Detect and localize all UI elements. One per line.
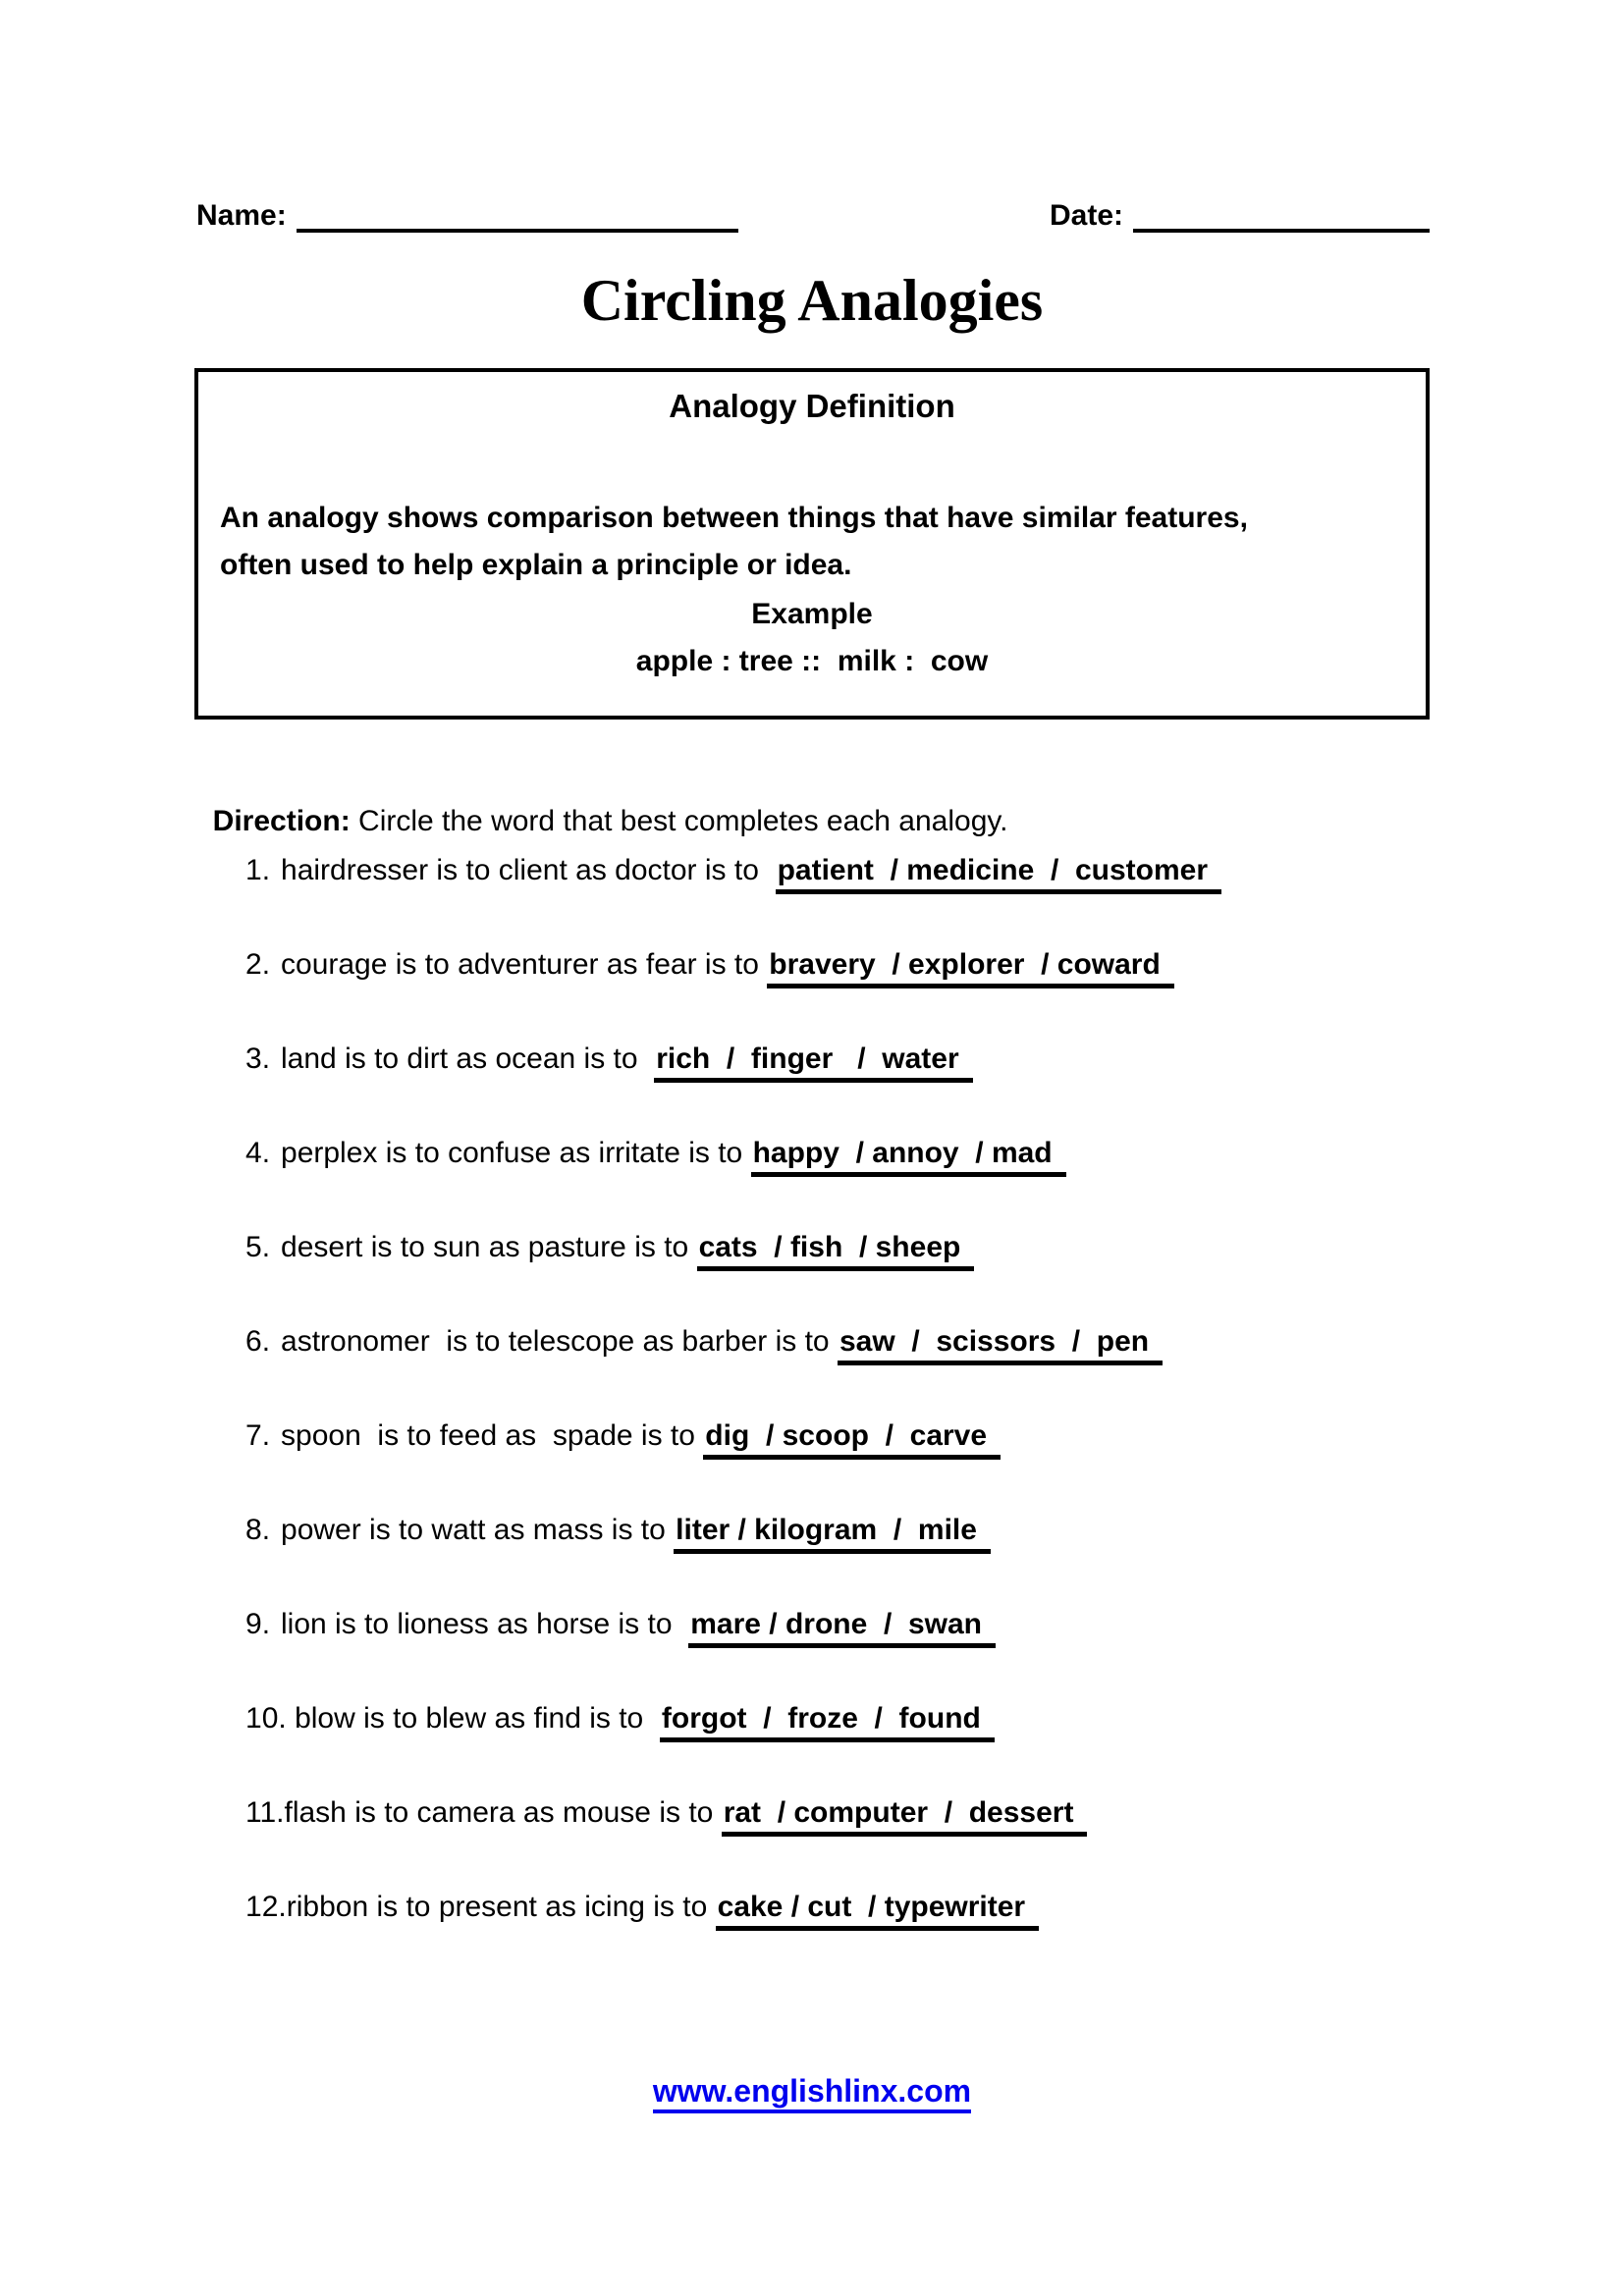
example-label: Example (751, 598, 873, 630)
item-stem: power is to watt as mass is to (281, 1514, 675, 1546)
analogy-item (196, 1103, 1473, 1198)
footer (0, 2073, 1624, 2109)
item-number: 11. (245, 1796, 285, 1829)
item-number: 8. (245, 1514, 271, 1546)
footer-link[interactable]: www.englishlinx.com (653, 2073, 971, 2113)
item-options: dig / scoop / carve (703, 1419, 1001, 1460)
item-number: 6. (245, 1325, 271, 1358)
item-number: 2. (245, 948, 271, 981)
item-number: 9. (245, 1608, 271, 1640)
item-stem: lion is to lioness as horse is to (281, 1608, 689, 1640)
item-options: rich / finger / water (654, 1042, 972, 1083)
direction-text: Circle the word that best completes each analogy. (350, 805, 1008, 837)
definition-text-line2: often used to help explain a principle or idea. (220, 549, 852, 581)
item-stem: flash is to camera as mouse is to (284, 1796, 722, 1829)
definition-box (194, 368, 1430, 720)
item-options: happy / annoy / mad (751, 1137, 1066, 1177)
name-label: Name: (196, 199, 287, 232)
analogy-item (196, 915, 1473, 1009)
definition-text-line1: An analogy shows comparison between things that have similar features, (220, 502, 1248, 534)
item-stem: ribbon is to present as icing is to (286, 1891, 716, 1923)
analogy-item (196, 1575, 1473, 1669)
header-row (196, 199, 1430, 233)
item-number: 1. (245, 854, 271, 886)
item-options: liter / kilogram / mile (674, 1514, 991, 1554)
analogy-item (196, 1857, 1473, 1951)
analogy-item (196, 1386, 1473, 1480)
analogy-items (196, 821, 1473, 1951)
item-stem: blow is to blew as find is to (286, 1702, 660, 1735)
item-options: bravery / explorer / coward (767, 948, 1174, 988)
analogy-item (196, 1009, 1473, 1103)
date-field (1050, 199, 1430, 233)
item-number: 12. (245, 1891, 287, 1923)
item-number: 3. (245, 1042, 271, 1075)
item-options: rat / computer / dessert (722, 1796, 1088, 1837)
date-label: Date: (1049, 199, 1123, 232)
item-stem: astronomer is to telescope as barber is to (281, 1325, 838, 1358)
page-title: Circling Analogies (580, 268, 1044, 333)
item-stem: land is to dirt as ocean is to (281, 1042, 655, 1075)
analogy-item (196, 821, 1473, 915)
name-blank-line (297, 201, 738, 233)
item-number: 7. (245, 1419, 271, 1452)
item-options: cats / fish / sheep (697, 1231, 975, 1271)
direction-label: Direction: (212, 805, 351, 837)
item-number: 5. (245, 1231, 271, 1263)
item-options: cake / cut / typewriter (716, 1891, 1039, 1931)
example-text: apple : tree :: milk : cow (635, 645, 989, 677)
item-stem: desert is to sun as pasture is to (281, 1231, 697, 1263)
analogy-item (196, 1669, 1473, 1763)
item-stem: spoon is to feed as spade is to (281, 1419, 704, 1452)
analogy-item (196, 1292, 1473, 1386)
name-field (196, 199, 738, 233)
analogy-item (196, 1763, 1473, 1857)
analogy-item (196, 1198, 1473, 1292)
item-options: patient / medicine / customer (776, 854, 1221, 894)
item-stem: courage is to adventurer as fear is to (281, 948, 768, 981)
definition-heading: Analogy Definition (669, 388, 955, 424)
date-blank-line (1133, 201, 1430, 233)
item-options: forgot / froze / found (660, 1702, 995, 1742)
item-number: 4. (245, 1137, 271, 1169)
item-options: mare / drone / swan (688, 1608, 996, 1648)
item-number: 10. (245, 1702, 287, 1735)
item-options: saw / scissors / pen (838, 1325, 1163, 1365)
item-stem: perplex is to confuse as irritate is to (281, 1137, 751, 1169)
item-stem: hairdresser is to client as doctor is to (281, 854, 776, 886)
analogy-item (196, 1480, 1473, 1575)
